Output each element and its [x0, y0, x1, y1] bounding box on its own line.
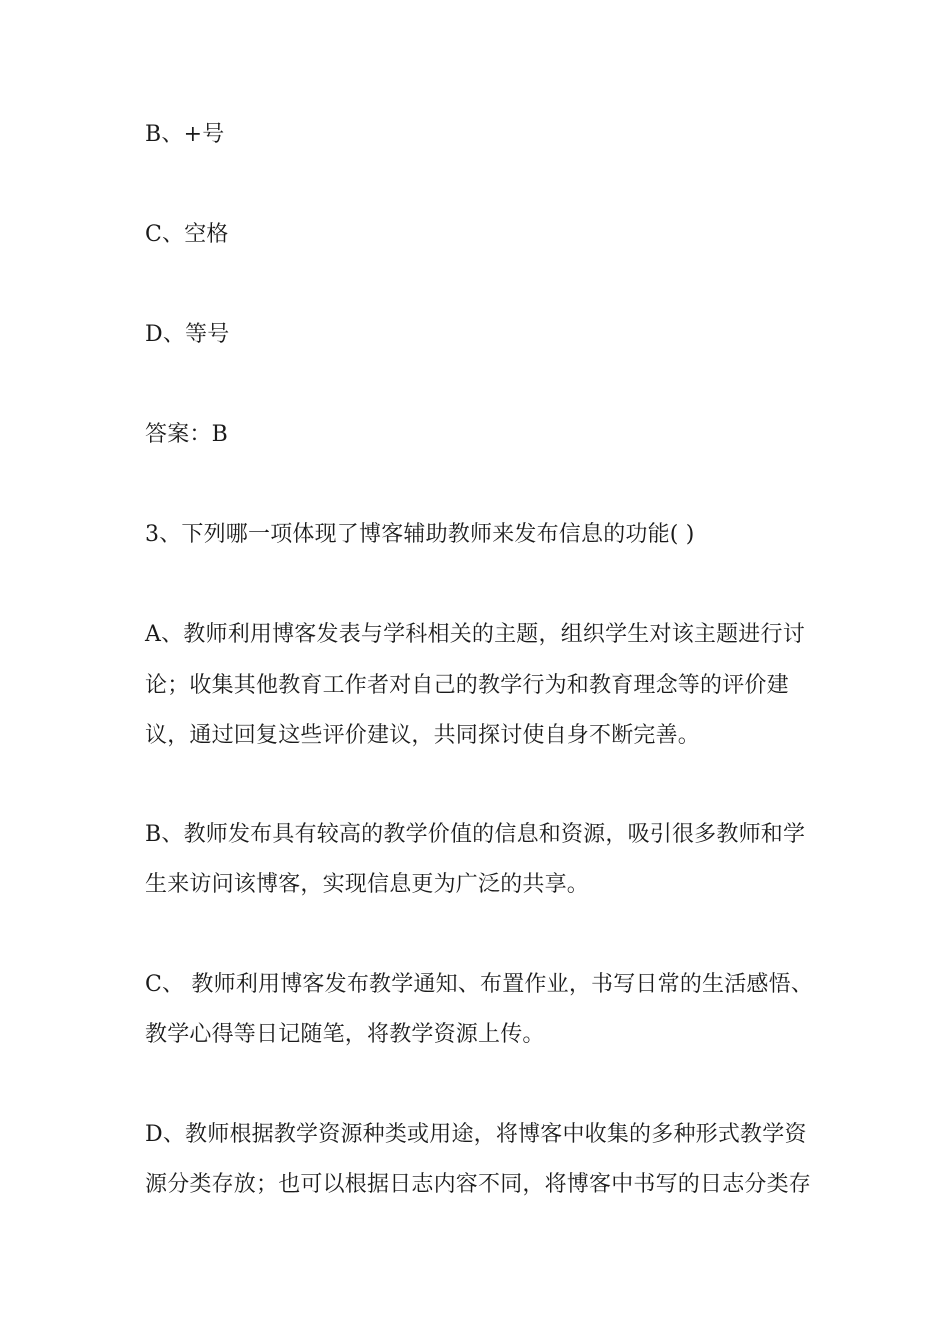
question-3-option-a-line-3: 议，通过回复这些评价建议，共同探讨使自身不断完善。 [145, 723, 701, 748]
question-3: 3、下列哪一项体现了博客辅助教师来发布信息的功能( ) [145, 522, 695, 547]
question-3-option-d-line-2: 源分类存放；也可以根据日志内容不同，将博客中书写的日志分类存 [145, 1172, 812, 1197]
option-b: B、+号 [145, 122, 225, 147]
question-3-option-a-line-1: A、教师利用博客发表与学科相关的主题，组织学生对该主题进行讨 [145, 622, 805, 647]
question-3-option-c-line-1: C、 教师利用博客发布教学通知、布置作业，书写日常的生活感悟、 [145, 972, 814, 997]
answer: 答案：B [145, 422, 228, 447]
question-3-option-c-line-2: 教学心得等日记随笔，将教学资源上传。 [145, 1022, 545, 1047]
question-3-option-a-line-2: 论；收集其他教育工作者对自己的教学行为和教育理念等的评价建 [145, 673, 789, 698]
question-3-option-b-line-1: B、教师发布具有较高的教学价值的信息和资源，吸引很多教师和学 [145, 822, 806, 847]
question-3-option-d-line-1: D、教师根据教学资源种类或用途，将博客中收集的多种形式教学资 [145, 1122, 807, 1147]
option-c: C、空格 [145, 222, 229, 247]
question-3-option-b-line-2: 生来访问该博客，实现信息更为广泛的共享。 [145, 872, 590, 897]
option-d: D、等号 [145, 322, 230, 347]
